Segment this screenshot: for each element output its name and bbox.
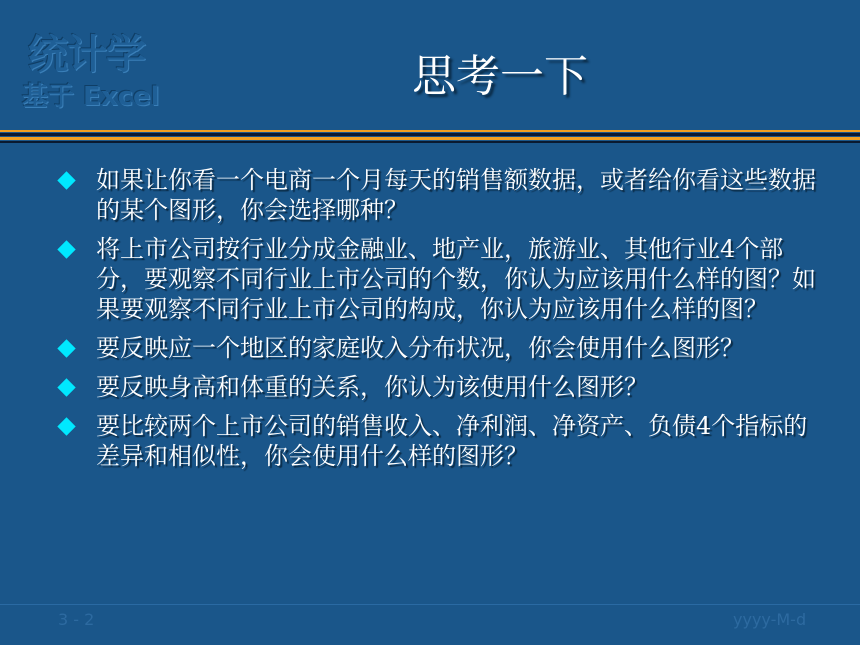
diamond-bullet-icon [57, 378, 75, 396]
list-item [56, 234, 826, 324]
list-item-text: 要比较两个上市公司的销售收入、净利润、净资产、负债4个指标的差异和相似性，你会使用什么样的图形？ [96, 412, 808, 470]
list-item [56, 165, 826, 225]
list-item-text: 要反映身高和体重的关系，你认为该使用什么图形？ [96, 373, 648, 401]
logo-subtitle: 基于 Excel [22, 82, 160, 112]
footer-divider [0, 604, 860, 605]
title-divider-line [0, 133, 860, 136]
bullet-list [56, 165, 826, 480]
diamond-bullet-icon [57, 171, 75, 189]
footer-date: yyyy-M-d [733, 610, 807, 629]
diamond-bullet-icon [57, 240, 75, 258]
list-item-text: 如果让你看一个电商一个月每天的销售额数据，或者给你看这些数据的某个图形，你会选择哪种？ [96, 166, 816, 224]
slide-title: 思考一下 [412, 51, 588, 102]
logo-title: 统计学 [28, 32, 145, 78]
list-item [56, 372, 826, 402]
diamond-bullet-icon [57, 339, 75, 357]
list-item-text: 要反映应一个地区的家庭收入分布状况，你会使用什么图形？ [96, 334, 744, 362]
title-divider-line [0, 130, 860, 132]
diamond-bullet-icon [57, 417, 75, 435]
list-item [56, 411, 826, 471]
title-divider-line [0, 141, 860, 143]
list-item [56, 333, 826, 363]
page-number: 3 - 2 [58, 610, 95, 629]
title-divider-line [0, 137, 860, 140]
list-item-text: 将上市公司按行业分成金融业、地产业，旅游业、其他行业4个部分，要观察不同行业上市公司的个数，你认为应该用什么样的图？如果要观察不同行业上市公司的构成，你认为应该用什么样的图？ [96, 235, 816, 323]
